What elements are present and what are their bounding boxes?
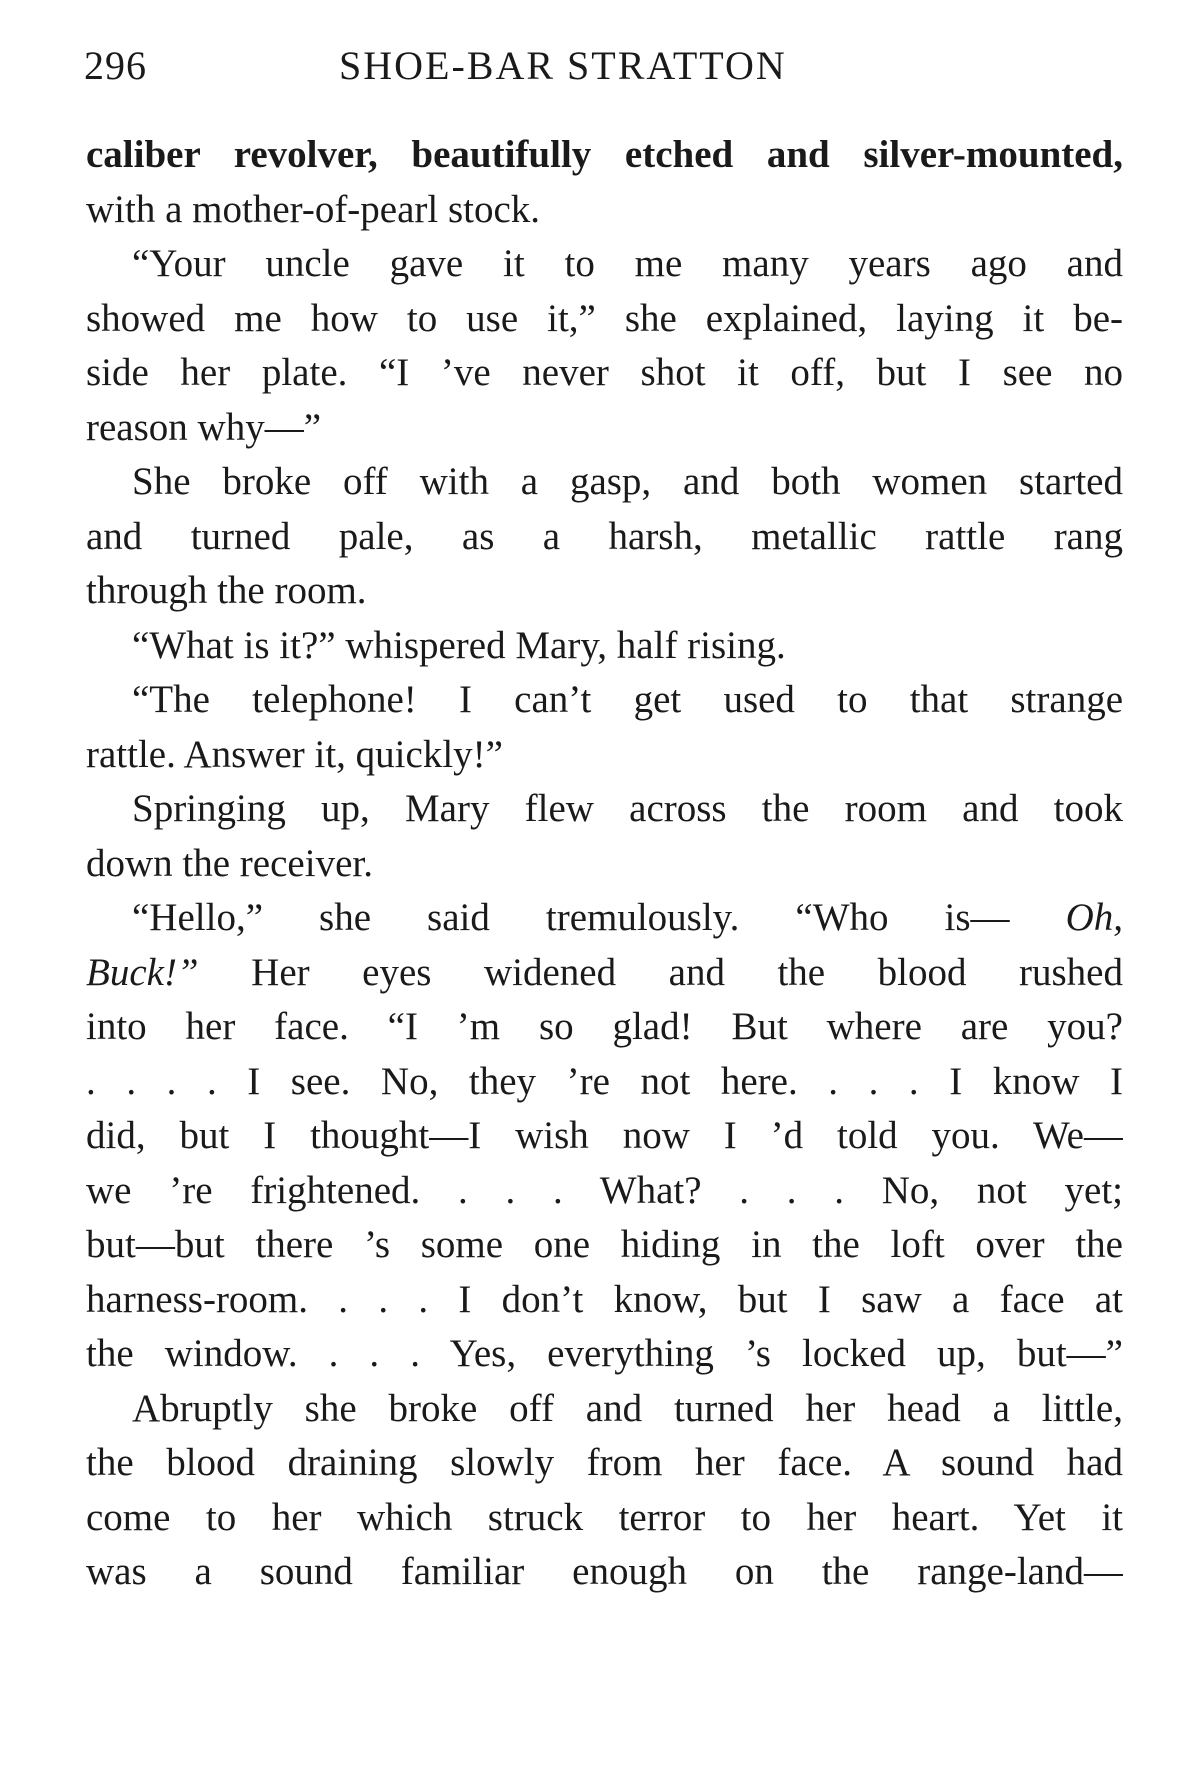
text-line [86,946,1123,1001]
text-line: rattle. Answer it, quickly!” [86,732,503,776]
italic-text: Oh, [1065,896,1123,939]
text-line: we ’re frightened. . . . What? . . . No, not yet; [86,1168,1123,1212]
text-segment: Her eyes widened and the blood rushed [198,950,1123,994]
page-header [84,42,1124,98]
text-line: into her face. “I ’m so glad! But where are you? [86,1005,1123,1048]
text-line: with a mother-of-pearl stock. [86,187,541,231]
text-line: “What is it?” whispered Mary, half rising. [132,623,786,667]
text-line: “The telephone! I can’t get used to that strange [132,678,1123,721]
text-line: down the receiver. [86,841,373,885]
text-line: . . . . I see. No, they ’re not here. . . . I know I [86,1059,1123,1103]
text-line: harness-room. . . . I don’t know, but I saw a face at [86,1277,1123,1321]
text-segment: “Hello,” she said tremulously. “Who is— [132,896,1010,939]
text-line: showed me how to use it,” she explained, laying it be- [86,296,1123,340]
italic-text: Buck!” [86,950,199,994]
text-line: the blood draining slowly from her face. A sound had [86,1441,1123,1484]
text-line: “Your uncle gave it to me many years ago and [132,242,1123,285]
text-line: but—but there ’s some one hiding in the loft over the [86,1223,1123,1266]
text-line: side her plate. “I ’ve never shot it off, but I see no [86,351,1123,394]
running-title: SHOE-BAR STRATTON [339,43,787,88]
text-line: reason why—” [86,405,322,449]
text-line: was a sound familiar enough on the range-land— [86,1550,1123,1593]
body-text [86,128,1123,1600]
page-number: 296 [84,43,147,88]
text-line: the window. . . . Yes, everything ’s locked up, but—” [86,1332,1123,1375]
text-line: She broke off with a gasp, and both women started [132,460,1123,503]
text-line [86,891,1123,946]
text-line: caliber revolver, beautifully etched and silver-mounted, [86,133,1123,176]
text-line: and turned pale, as a harsh, metallic rattle rang [86,514,1123,558]
text-line: Abruptly she broke off and turned her head a little, [132,1386,1123,1430]
text-line: Springing up, Mary flew across the room and took [132,787,1123,830]
text-line: through the room. [86,569,367,612]
text-line: come to her which struck terror to her heart. Yet it [86,1495,1123,1539]
text-line: did, but I thought—I wish now I ’d told you. We— [86,1114,1123,1157]
